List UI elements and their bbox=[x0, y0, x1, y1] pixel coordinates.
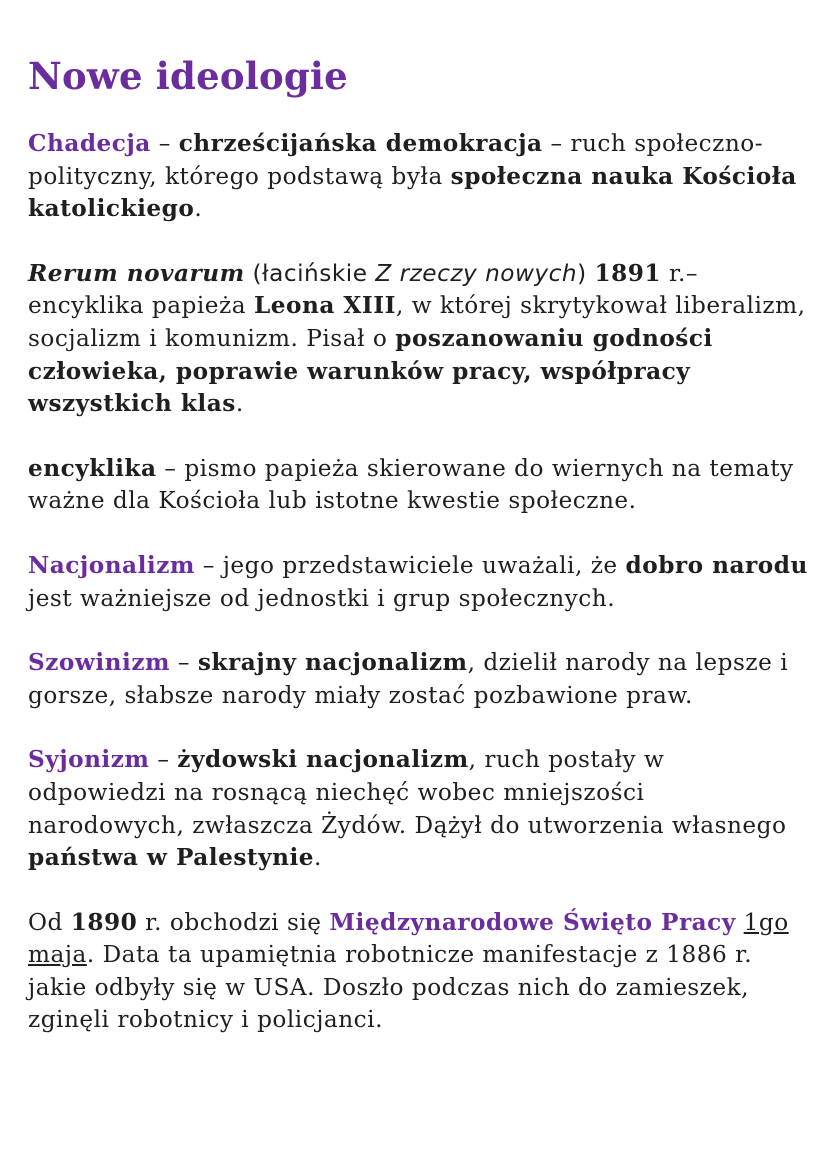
term-nacjonalizm: Nacjonalizm bbox=[28, 551, 195, 579]
rerum-novarum-paragraph: Rerum novarum (łacińskie Z rzeczy nowych) 1891 r.– encyklika papieża Leona XIII, w której skrytykował liberalizm, socjalizm i komunizm. Pisał o poszanowaniu godności człowieka, poprawie warunków pracy, współpracy wszystkich klas. bbox=[28, 259, 806, 418]
term-encyklika: encyklika bbox=[28, 454, 157, 482]
szowinizm-paragraph: Szowinizm – skrajny nacjonalizm, dzielił narody na lepsze i gorsze, słabsze narody miały zostać pozbawione praw. bbox=[28, 649, 789, 709]
syjonizm-paragraph: Syjonizm – żydowski nacjonalizm, ruch postały w odpowiedzi na rosnącą niechęć wobec mniejszości narodowych, zwłaszcza Żydów. Dążył do utworzenia własnego państwa w Palestynie. bbox=[28, 746, 787, 872]
chadecja-definition: chrześcijańska demokracja bbox=[178, 130, 543, 157]
date-underlined: 1go maja bbox=[28, 908, 789, 969]
term-chadecja: Chadecja bbox=[28, 130, 151, 157]
document-page bbox=[28, 52, 808, 1069]
chadecja-paragraph: Chadecja – chrześcijańska demokracja – ruch społeczno-polityczny, którego podstawą była społeczna nauka Kościoła katolickiego. bbox=[28, 130, 797, 223]
encyklika-paragraph: encyklika – pismo papieża skierowane do wiernych na tematy ważne dla Kościoła lub istotne kwestie społeczne. bbox=[28, 454, 794, 515]
term-syjonizm: Syjonizm bbox=[28, 746, 150, 774]
term-swieto-pracy: Międzynarodowe Święto Pracy bbox=[329, 908, 736, 936]
term-szowinizm: Szowinizm bbox=[28, 649, 171, 677]
nacjonalizm-paragraph: Nacjonalizm – jego przedstawiciele uważali, że dobro narodu jest ważniejsze od jednostki i grup społecznych. bbox=[28, 551, 808, 612]
page-title: Nowe ideologie bbox=[28, 54, 348, 98]
swieto-pracy-paragraph: Od 1890 r. obchodzi się Międzynarodowe Święto Pracy 1go maja. Data ta upamiętnia robotnicze manifestacje z 1886 r. jakie odbyły się w USA. Doszło podczas nich do zamieszek, zginęli robotnicy i policjanci. bbox=[28, 908, 789, 1034]
term-rerum-novarum: Rerum novarum bbox=[28, 259, 245, 287]
